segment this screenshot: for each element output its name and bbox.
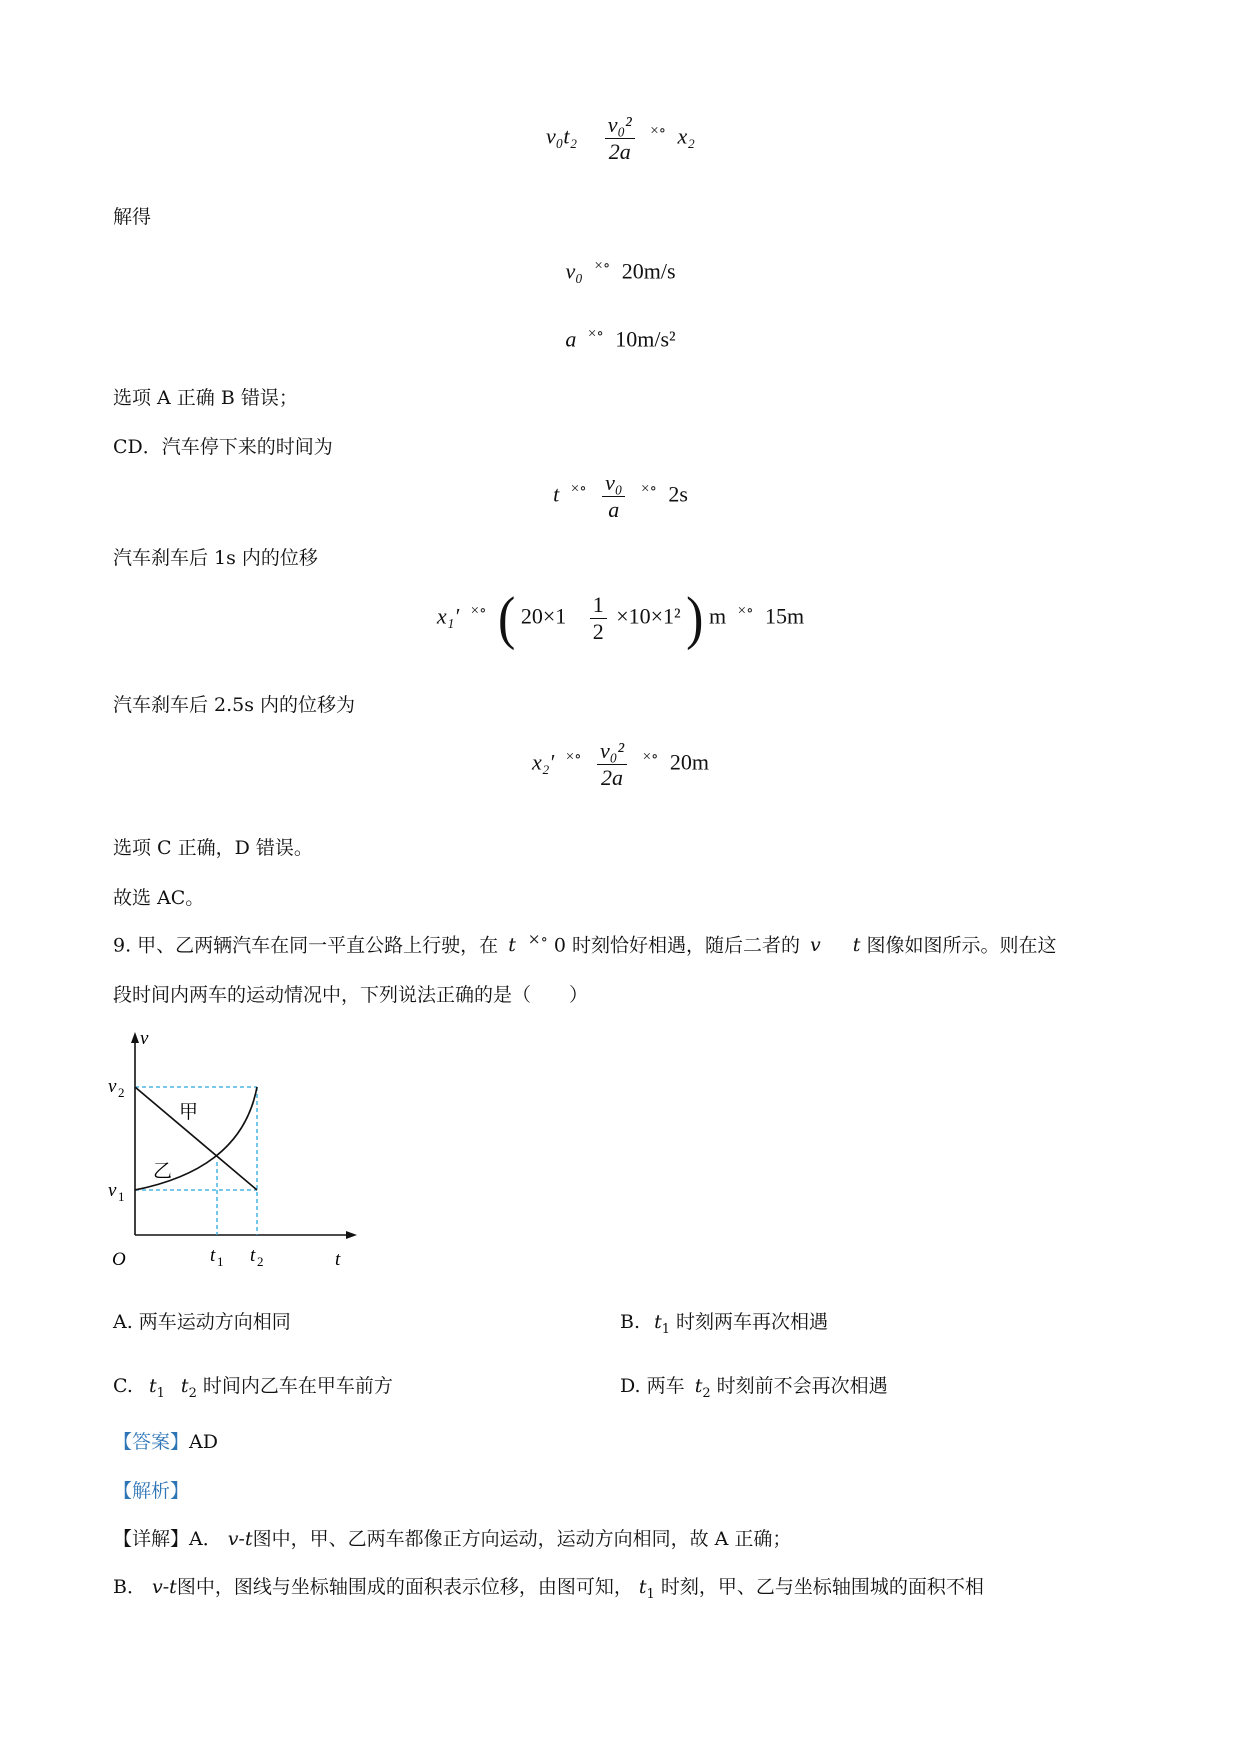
option-b-var: t	[654, 1311, 662, 1333]
option-b-text: 时刻两车再次相遇	[676, 1311, 829, 1333]
answer-value: AD	[189, 1431, 218, 1453]
equation-3	[0, 324, 1241, 352]
detail-a-vt: v-t	[227, 1528, 253, 1550]
question-9-line-2: 段时间内两车的运动情况中，下列说法正确的是（ ）	[113, 984, 589, 1006]
eq5-operator-2: ×∘	[737, 603, 754, 620]
eq1-left: v₀t₂	[546, 123, 578, 149]
eq6-operator-1: ×∘	[565, 749, 582, 766]
text-cd-intro: CD．汽车停下来的时间为	[113, 436, 333, 458]
t1-subscript: 1	[217, 1254, 224, 1269]
eq5-term-mid: ×10×1²	[616, 603, 681, 629]
option-c-prefix: C.	[113, 1375, 133, 1397]
q9-var-t: t	[508, 934, 516, 957]
text-disp-25s: 汽车刹车后 2.5s 内的位移为	[113, 694, 356, 716]
eq5-left: x₁′	[436, 603, 460, 629]
eq6-left: x₂′	[531, 749, 555, 775]
eq6-right: 20m	[669, 749, 710, 775]
option-c-sub1: 1	[156, 1385, 165, 1401]
eq3-operator: ×∘	[587, 326, 604, 342]
eq3-left: a	[565, 326, 577, 352]
label-jia: 甲	[179, 1102, 199, 1123]
option-d-text: 时刻前不会再次相遇	[716, 1375, 888, 1397]
v2-label: v	[108, 1076, 117, 1097]
origin-label: O	[112, 1249, 126, 1270]
text-option-cd: 选项 C 正确，D 错误。	[113, 837, 313, 859]
axis-v-label: v	[140, 1030, 149, 1049]
option-a: A. 两车运动方向相同	[113, 1311, 291, 1333]
option-b-sub: 1	[661, 1321, 670, 1337]
option-b-prefix: B.	[620, 1311, 641, 1333]
axis-t-label: t	[335, 1249, 341, 1270]
option-c-sub2: 2	[188, 1385, 197, 1401]
q9-text-b: 0 时刻恰好相遇，随后二者的	[553, 934, 800, 957]
q9-var-v: v	[810, 934, 821, 957]
eq4-denominator: a	[608, 497, 620, 522]
detail-a-prefix: A．	[189, 1528, 222, 1550]
eq5-left-paren: (	[497, 585, 516, 651]
text-guxuan: 故选 AC。	[113, 887, 205, 909]
detail-b-vt: v-t	[152, 1576, 177, 1598]
option-c-var2: t	[180, 1375, 189, 1397]
eq6-operator-2: ×∘	[642, 749, 659, 766]
q9-text-c: 图像如图所示。则在这	[866, 934, 1057, 957]
eq1-denominator: 2a	[608, 139, 631, 164]
option-b	[620, 1307, 828, 1337]
v2-subscript: 2	[118, 1085, 125, 1100]
detail-b-text-2: 时刻，甲、乙与坐标轴围城的面积不相	[660, 1576, 984, 1598]
option-c-var1: t	[148, 1375, 157, 1397]
equation-5	[0, 585, 1241, 651]
eq1-right: x₂	[677, 123, 695, 149]
eq2-left: v₀	[565, 258, 583, 284]
eq1-fraction	[605, 112, 635, 165]
detail-a-text: 图中，甲、乙两车都像正方向运动，运动方向相同，故 A 正确；	[252, 1528, 792, 1550]
option-d	[620, 1371, 888, 1401]
eq1-numerator: v₀²	[605, 112, 635, 139]
eq4-operator-2: ×∘	[640, 481, 657, 498]
option-d-var: t	[694, 1375, 703, 1397]
analysis-label: 【解析】	[113, 1480, 190, 1502]
v1-label: v	[108, 1180, 117, 1201]
answer-label: 【答案】	[113, 1431, 190, 1453]
t2-subscript: 2	[257, 1254, 264, 1269]
eq4-numerator: v₀	[602, 470, 625, 497]
eq4-left: t	[553, 481, 560, 507]
v-axis-arrow-icon	[131, 1032, 139, 1043]
eq5-unit: m	[708, 603, 727, 629]
equation-2	[0, 256, 1241, 284]
eq5-numerator: 1	[590, 592, 607, 619]
eq1-operator: ×∘	[650, 123, 667, 140]
detail-label: 【详解】	[113, 1528, 190, 1550]
t1-label: t	[210, 1245, 216, 1266]
detail-b-text-1: 图中，图线与坐标轴围成的面积表示位移，由图可知，	[176, 1576, 633, 1598]
eq5-denominator: 2	[592, 619, 604, 644]
t2-label: t	[250, 1245, 256, 1266]
detail-b-prefix: B．	[113, 1576, 146, 1598]
q9-operator: ×∘	[527, 930, 548, 948]
eq6-denominator: 2a	[601, 765, 624, 790]
detail-a-line	[113, 1524, 791, 1551]
eq5-operator: ×∘	[470, 603, 487, 620]
q9-var-t2: t	[852, 934, 861, 957]
eq2-operator: ×∘	[594, 258, 611, 274]
label-yi: 乙	[153, 1161, 173, 1182]
eq3-right: 10m/s²	[615, 326, 676, 352]
q9-text-a: 9. 甲、乙两辆汽车在同一平直公路上行驶，在	[113, 934, 499, 957]
text-disp-1s: 汽车刹车后 1s 内的位移	[113, 547, 318, 569]
text-jiede: 解得	[113, 206, 152, 228]
option-d-prefix: D. 两车	[620, 1375, 685, 1397]
text-option-ab: 选项 A 正确 B 错误；	[113, 387, 298, 409]
question-9-line-1	[113, 930, 1057, 957]
detail-b-sub: 1	[646, 1586, 655, 1602]
eq4-fraction	[602, 470, 625, 523]
eq4-operator-1: ×∘	[570, 481, 587, 498]
equation-1	[0, 112, 1241, 165]
option-c-text: 时间内乙车在甲车前方	[202, 1375, 393, 1397]
eq5-right-paren: )	[686, 585, 704, 651]
eq5-fraction	[590, 592, 607, 645]
eq5-term-a: 20×1	[520, 603, 567, 629]
detail-b-line	[113, 1572, 984, 1602]
eq6-numerator: v₀²	[597, 738, 627, 765]
t-axis-arrow-icon	[346, 1231, 357, 1239]
eq2-right: 20m/s	[621, 258, 676, 284]
equation-4	[0, 470, 1241, 523]
vt-graph	[105, 1030, 365, 1270]
v1-subscript: 1	[118, 1189, 125, 1204]
equation-6	[0, 738, 1241, 791]
option-d-sub: 2	[702, 1385, 711, 1401]
eq4-right: 2s	[668, 481, 688, 507]
answer-line	[113, 1427, 218, 1454]
eq6-fraction	[597, 738, 627, 791]
detail-b-var: t	[638, 1576, 647, 1598]
eq5-result: 15m	[764, 603, 805, 629]
option-c	[113, 1371, 393, 1401]
